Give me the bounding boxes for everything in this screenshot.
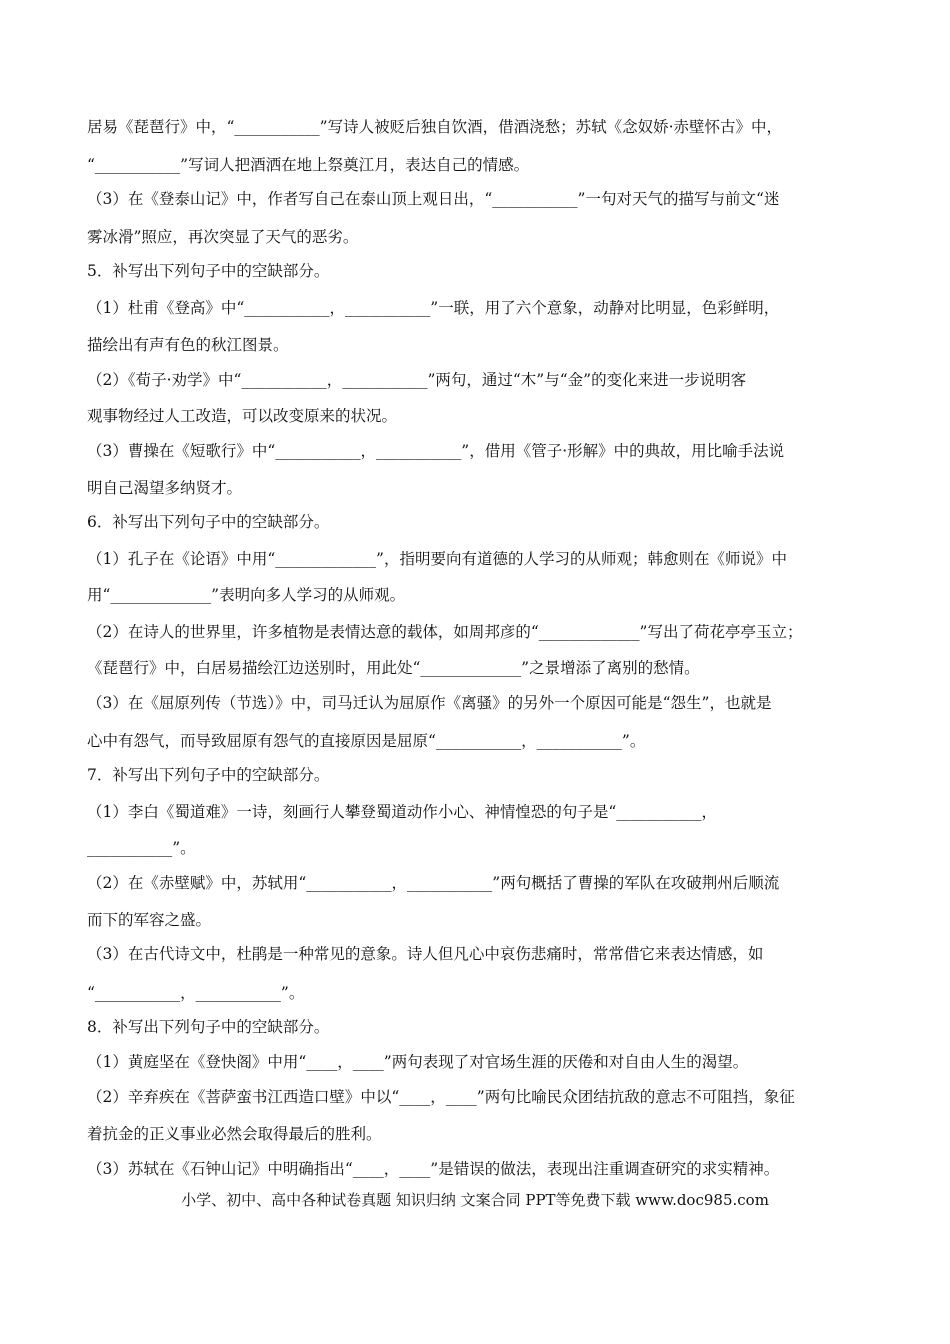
text-line: （2）在《赤壁赋》中，苏轼用“___________，___________”两句概括了曹操的军队在攻破荆州后顺流 — [87, 874, 780, 892]
text-line: 明自己渴望多纳贤才。 — [87, 479, 243, 497]
text-line: 描绘出有声有色的秋江图景。 — [87, 336, 289, 354]
text-line: （3）在《登泰山记》中，作者写自己在泰山顶上观日出，“___________”一句对天气的描写与前文“迷 — [87, 190, 780, 208]
text-line: （2）《荀子·劝学》中“___________，___________”两句，通过“木”与“金”的变化来进一步说明客 — [87, 371, 747, 389]
text-line: （2）在诗人的世界里，许多植物是表情达意的载体，如周邦彦的“_____________”写出了荷花亭亭玉立； — [87, 623, 803, 641]
text-line: （1）李白《蜀道难》一诗，刻画行人攀登蜀道动作小心、神情惶恐的句子是“___________， — [87, 803, 718, 821]
text-line: 观事物经过人工改造，可以改变原来的状况。 — [87, 407, 398, 425]
text-line: 雾冰滑”照应，再次突显了天气的恶劣。 — [87, 228, 359, 246]
text-line: 《琵琶行》中，白居易描绘江边送别时，用此处“_____________”之景增添了离别的愁情。 — [87, 659, 700, 677]
page-footer: 小学、初中、高中各种试卷真题 知识归纳 文案合同 PPT等免费下载 www.doc985.com — [181, 1191, 769, 1209]
text-line: 用“_____________”表明向多人学习的从师观。 — [87, 586, 406, 604]
question-heading: 8．补写出下列句子中的空缺部分。 — [87, 1018, 330, 1036]
text-line: （3）苏轼在《石钟山记》中明确指出“____，____”是错误的做法，表现出注重调查研究的求实精神。 — [87, 1160, 780, 1178]
question-heading: 5．补写出下列句子中的空缺部分。 — [87, 262, 330, 280]
text-line: 心中有怨气，而导致屈原有怨气的直接原因是屈原“___________，___________”。 — [87, 732, 646, 750]
text-line: 而下的军容之盛。 — [87, 911, 212, 929]
text-line: （2）辛弃疾在《菩萨蛮书江西造口壁》中以“____，____”两句比喻民众团结抗敌的意志不可阻挡，象征 — [87, 1088, 795, 1106]
text-line: （3）曹操在《短歌行》中“___________，___________”，借用《管子·形解》中的典故，用比喻手法说 — [87, 442, 785, 460]
question-heading: 6．补写出下列句子中的空缺部分。 — [87, 513, 330, 531]
text-line: 居易《琵琶行》中，“___________”写诗人被贬后独自饮酒，借酒浇愁；苏轼《念奴娇·赤壁怀古》中， — [87, 118, 783, 136]
text-line: （1）孔子在《论语》中用“_____________”，指明要向有道德的人学习的从师观；韩愈则在《师说》中 — [87, 550, 787, 568]
text-line: （1）杜甫《登高》中“___________，___________”一联，用了六个意象，动静对比明显，色彩鲜明， — [87, 299, 780, 317]
text-line: “___________，___________”。 — [87, 984, 305, 1002]
text-line: ___________”。 — [87, 839, 196, 857]
text-line: （1）黄庭坚在《登快阁》中用“____，____”两句表现了对官场生涯的厌倦和对自由人生的渴望。 — [87, 1053, 749, 1071]
text-line: （3）在《屈原列传（节选）》中，司马迁认为屈原作《离骚》的另外一个原因可能是“怨生”，也就是 — [87, 694, 772, 712]
text-line: “___________”写词人把酒洒在地上祭奠江月，表达自己的情感。 — [87, 156, 530, 174]
text-line: 着抗金的正义事业必然会取得最后的胜利。 — [87, 1125, 382, 1143]
question-heading: 7．补写出下列句子中的空缺部分。 — [87, 766, 330, 784]
text-line: （3）在古代诗文中，杜鹃是一种常见的意象。诗人但凡心中哀伤悲痛时，常常借它来表达情感，如 — [87, 945, 764, 963]
